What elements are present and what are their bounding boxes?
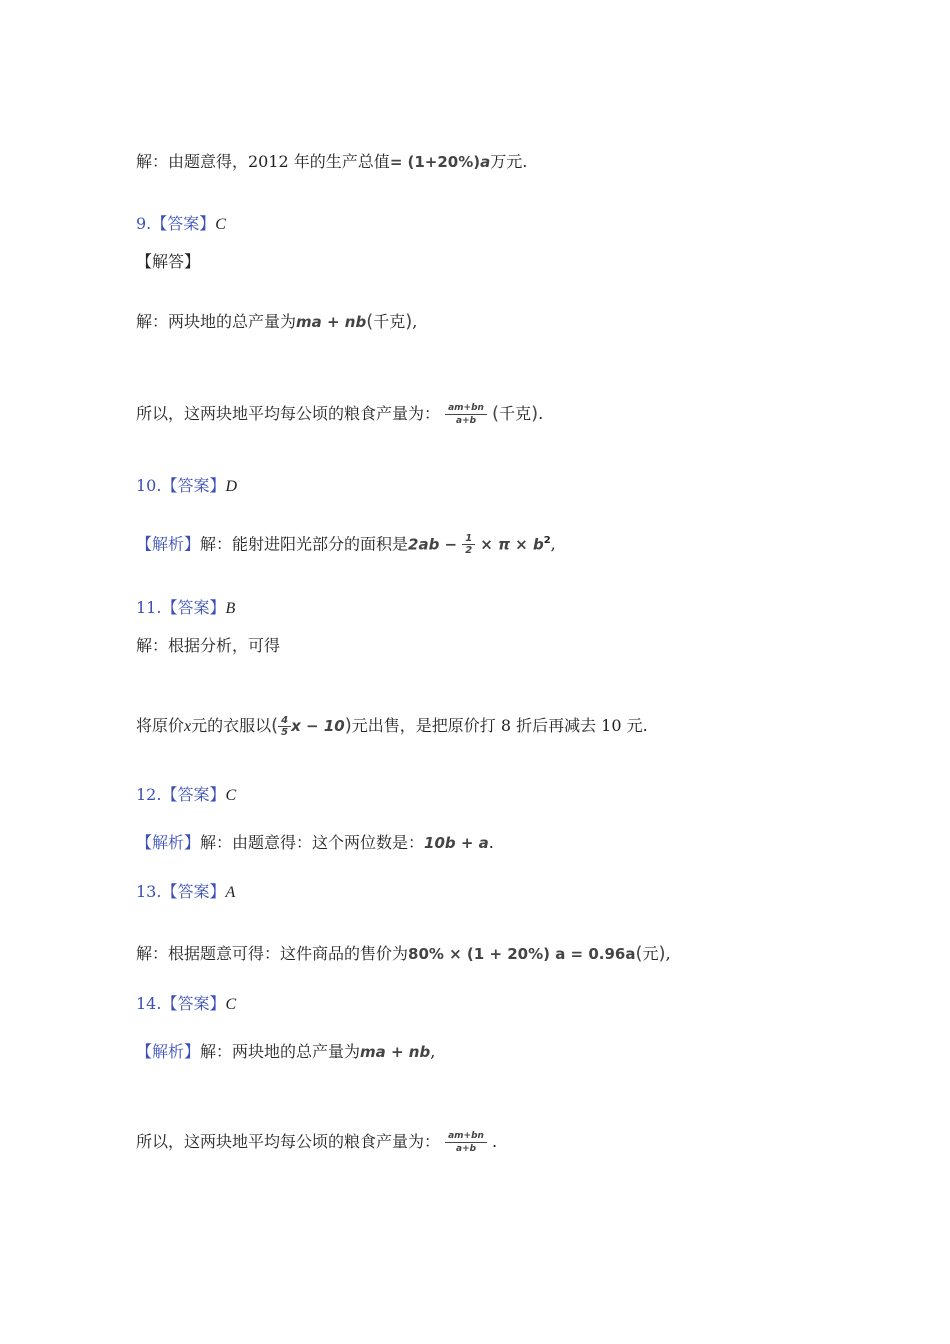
math-variable: x [184,718,192,735]
math-paren: ( [492,403,500,424]
solution-line [136,400,543,428]
text: 所以，这两块地平均每公顷的粮食产量为： [136,1132,441,1151]
analysis-tag: 【解析】 [136,534,201,554]
math-paren: ) [344,715,352,736]
fraction-denominator: a+b [456,1144,477,1154]
fraction-denominator: 2 [465,545,473,557]
answer-tag: 【答案】 [161,476,226,495]
question-number: 12. [136,785,162,804]
math-variable: a [480,153,491,171]
math-paren: ) [405,311,413,332]
answer-tag: 【答案】 [161,598,226,617]
text: 元的衣服以 [191,716,272,735]
answer-letter: C [225,996,237,1013]
text: 解：能射进阳光部分的面积是 [200,534,409,554]
math-expression: 2ab − [408,535,458,554]
answer-letter: B [225,600,236,617]
analysis-tag: 【解析】 [136,833,201,852]
solution-line: 解：根据分析，可得 [136,636,281,655]
text: , [412,312,418,331]
math-fraction [445,402,487,427]
fraction-numerator: am+bn [445,402,487,415]
answer-letter: C [225,787,237,804]
answer-heading-11 [136,598,235,619]
answer-tag: 【答案】 [161,994,226,1013]
unit: 元 [642,944,659,963]
math-paren: ) [531,403,539,424]
solution-line [136,1128,497,1156]
answer-tag: 【答案】 [151,214,216,233]
question-number: 14. [136,994,162,1013]
math-exponent: 2 [543,535,551,546]
math-fraction [445,1130,487,1155]
analysis-tag: 【解析】 [136,1042,201,1061]
question-number: 13. [136,882,162,901]
explanation-tag: 【解答】 [136,252,201,271]
text: 万元. [490,152,528,171]
answer-heading-13 [136,882,235,903]
solution-line [136,1042,435,1062]
math-expression: (1+20%) [407,153,481,171]
fraction-numerator: 1 [462,533,475,545]
solution-line [136,944,671,964]
answer-heading-9 [136,214,226,235]
math-expression: 80% × (1 + 20%) a = 0.96a [408,945,636,963]
math-equals: = [389,153,403,171]
text: 解：由题意得：这个两位数是： [200,833,425,852]
text: 解：两块地的总产量为 [136,312,297,331]
fraction-denominator: a+b [456,416,477,426]
question-number: 9. [136,214,152,233]
answer-tag: 【答案】 [161,882,226,901]
answer-letter: A [225,884,236,901]
solution-line [136,312,417,332]
question-number: 11. [136,598,162,617]
fraction-numerator: am+bn [445,1130,487,1143]
answer-letter: D [225,478,238,495]
solution-line [136,833,494,853]
answer-tag: 【答案】 [161,785,226,804]
question-number: 10. [136,476,162,495]
math-paren: ( [635,943,643,964]
math-paren: ( [271,715,279,736]
math-fraction [278,715,291,738]
unit: 千克 [499,404,532,423]
fraction-denominator: 5 [281,727,289,738]
text: 解：由题意得，2012 年的生产总值 [136,152,390,171]
text: 将原价 [136,716,185,735]
math-fraction [462,533,475,556]
text: . [538,404,544,423]
answer-heading-14 [136,994,236,1015]
answer-letter: C [215,216,226,233]
text: , [550,534,556,554]
fraction-numerator: 4 [278,715,291,727]
solution-line [136,152,527,172]
math-paren: ) [658,943,666,964]
math-expression: 10b + a [424,834,489,852]
text: . [492,1132,498,1151]
text: . [488,833,494,852]
text: 元出售，是把原价打 8 折后再减去 10 元. [351,716,648,735]
math-expression: x − 10 [291,717,345,735]
math-paren: ( [366,311,374,332]
text: , [430,1042,436,1061]
math-expression: ma + nb [360,1043,431,1061]
answer-heading-12 [136,785,236,806]
text: , [665,944,671,963]
text: 解：根据题意可得：这件商品的售价为 [136,944,409,963]
text: 解：两块地的总产量为 [200,1042,361,1061]
unit: 千克 [373,312,406,331]
solution-line [136,526,556,559]
answer-heading-10 [136,476,237,497]
math-expression: × π × b [480,535,544,554]
math-expression: ma + nb [296,313,367,331]
text: 所以，这两块地平均每公顷的粮食产量为： [136,404,441,423]
solution-line [136,710,648,743]
